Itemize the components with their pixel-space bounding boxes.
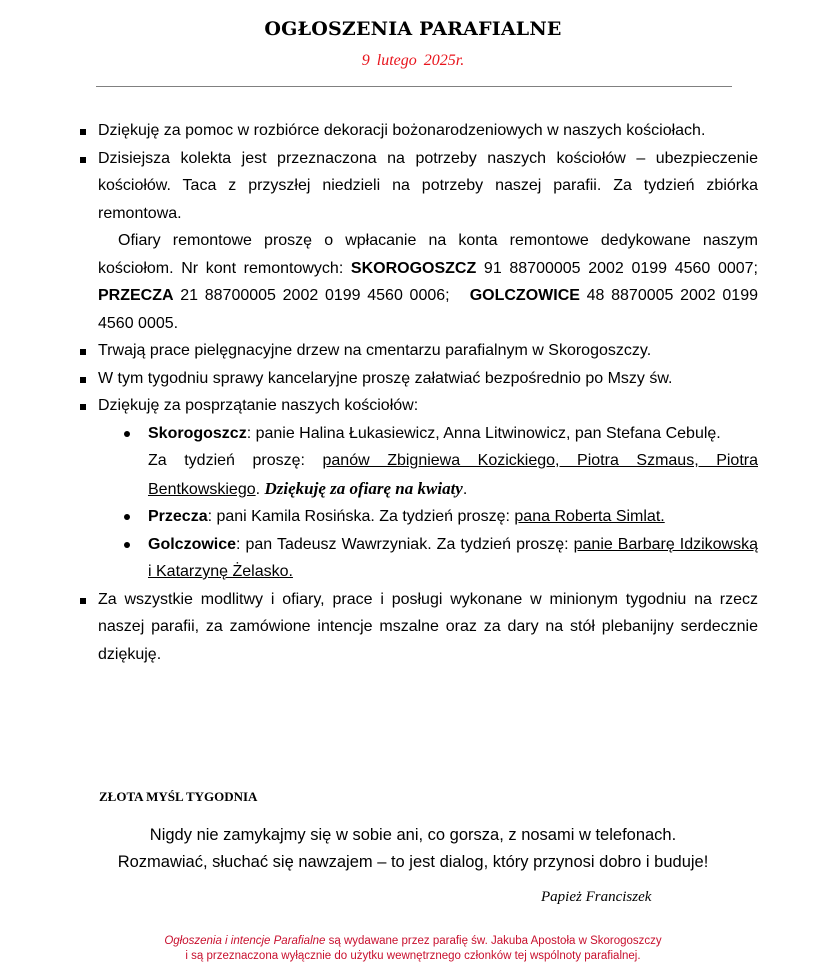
round-bullet-icon (124, 514, 130, 520)
account-label-przecza: PRZECZA (98, 287, 174, 304)
round-bullet-icon (124, 542, 130, 548)
accounts-paragraph (80, 227, 758, 337)
divider (96, 86, 732, 87)
next-suffix: . (255, 480, 265, 498)
next-cleaners: panie Barbarę Idzikowską i Katarzynę Żelasko. (148, 535, 759, 580)
item-text: Dziękuję za pomoc w rozbiórce dekoracji bożonarodzeniowych w naszych kościołach. (98, 122, 706, 139)
accounts-intro: Ofiary remontowe proszę o wpłacanie na konta remontowe dedykowane naszym kościołom. Nr kont remontowych: (98, 232, 758, 277)
square-bullet-icon (80, 157, 86, 163)
quote-author: Papież Franciszek (541, 889, 652, 905)
cleaning-item-skorogoszcz (80, 420, 758, 504)
next-cleaners: panów Zbigniewa Kozickiego, Piotra Szmaus, Piotra Bentkowskiego (148, 452, 758, 498)
thanks-end: . (462, 480, 468, 498)
page-title: OGŁOSZENIA PARAFIALNE (264, 18, 562, 40)
footer-line-1-rest: są wydawane przez parafię św. Jakuba Apostoła w Skorogoszczy (325, 935, 662, 947)
account-number-skorogoszcz: 91 88700005 2002 0199 4560 0007; (476, 259, 758, 277)
list-item (80, 586, 758, 669)
place-name: Skorogoszcz (148, 424, 247, 442)
footer-line-2: i są przeznaczona wyłącznie do użytku wewnętrznego członków tej wspólnoty parafialnej. (185, 950, 641, 962)
square-bullet-icon (80, 377, 86, 383)
square-bullet-icon (80, 404, 86, 410)
quote-line-2: Rozmawiać, słuchać się nawzajem – to jest dialog, który przynosi dobro i buduje! (117, 853, 709, 871)
round-bullet-icon (124, 431, 130, 437)
date: 9 lutego 2025r. (361, 52, 465, 69)
footer-line-1 (0, 935, 826, 947)
item-text: Dziękuję za posprzątanie naszych kościołów: (98, 397, 419, 414)
list-item (80, 337, 758, 365)
current-cleaners: : pan Tadeusz Wawrzyniak. Za tydzień proszę: (236, 535, 574, 553)
account-label-golczowice: GOLCZOWICE (469, 287, 580, 304)
footer-italic: Ogłoszenia i intencje Parafialne (164, 935, 326, 947)
list-item (80, 365, 758, 393)
next-week-line (148, 447, 758, 503)
item-text: Trwają prace pielęgnacyjne drzew na cmentarzu parafialnym w Skorogoszczy. (98, 342, 652, 359)
thought-heading: ZŁOTA MYŚL TYGODNIA (99, 789, 258, 804)
square-bullet-icon (80, 349, 86, 355)
item-text: Dzisiejsza kolekta jest przeznaczona na potrzeby naszych kościołów – ubezpieczenie kościołów. Taca z przyszłej niedzieli na potrzeby naszej parafii. Za tydzień zbiórka remontowa. (98, 149, 758, 222)
next-cleaners: pana Roberta Simlat. (514, 508, 665, 525)
list-item (80, 117, 758, 145)
current-cleaners: : pani Kamila Rosińska. Za tydzień proszę: (207, 508, 515, 525)
account-number-golczowice: 48 8870005 2002 0199 4560 0005. (98, 287, 759, 332)
place-name: Golczowice (148, 535, 237, 553)
item-text: W tym tygodniu sprawy kancelaryjne proszę załatwiać bezpośrednio po Mszy św. (98, 369, 673, 387)
list-item (80, 145, 758, 228)
place-name: Przecza (148, 508, 208, 525)
flowers-thanks: Dziękuję za ofiarę na kwiaty (264, 478, 463, 498)
square-bullet-icon (80, 598, 86, 604)
list-item (80, 392, 758, 420)
cleaning-item-przecza (80, 503, 758, 531)
current-cleaners: : panie Halina Łukasiewicz, Anna Litwinowicz, pan Stefana Cebulę. (246, 424, 721, 442)
account-label-skorogoszcz: SKOROGOSZCZ (350, 259, 477, 277)
next-prefix: Za tydzień proszę: (148, 452, 323, 469)
announcements-list (80, 117, 758, 668)
account-number-przecza: 21 88700005 2002 0199 4560 0006; (173, 287, 470, 304)
item-text: Za wszystkie modlitwy i ofiary, prace i posługi wykonane w minionym tygodniu na rzecz naszej parafii, za zamówione intencje mszalne oraz za dary na stół plebanijny serdecznie dziękuję. (98, 590, 758, 663)
cleaning-item-golczowice (80, 531, 758, 586)
quote-line-1: Nigdy nie zamykajmy się w sobie ani, co gorsza, z nosami w telefonach. (149, 826, 677, 844)
square-bullet-icon (80, 129, 86, 135)
